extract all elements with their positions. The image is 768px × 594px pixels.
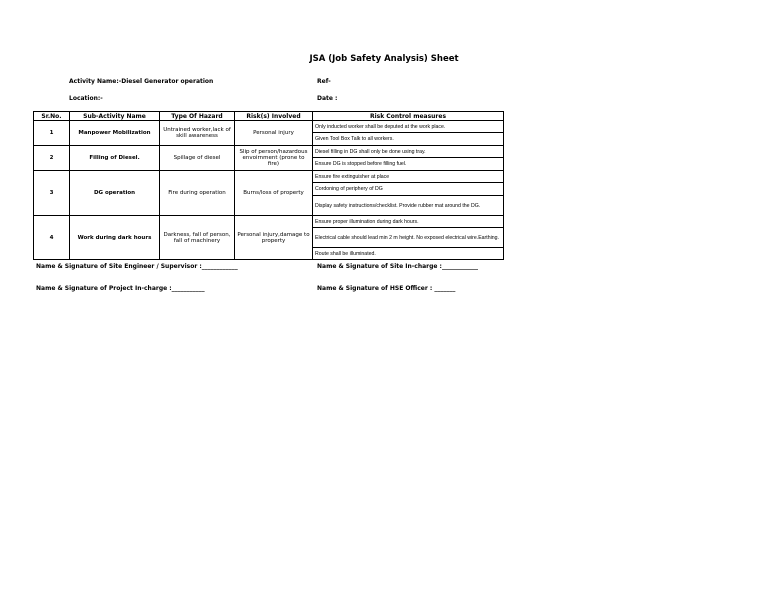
table-header-row [34, 112, 504, 121]
sub-activity: DG operation [70, 171, 160, 216]
control-measure: Ensure DG is stopped before filling fuel. [313, 158, 504, 171]
table-row [34, 121, 504, 133]
sr-no: 4 [34, 216, 70, 260]
sub-activity: Filling of Diesel. [70, 146, 160, 171]
jsa-table [33, 111, 504, 260]
sub-activity: Manpower Mobilization [70, 121, 160, 146]
risk: Slip of person/hazardous envoirnment (prone to fire) [235, 146, 313, 171]
control-measure: Only inducted worker shall be deputed at the work place. [313, 121, 504, 133]
col-srno: Sr.No. [34, 112, 70, 121]
table-row [34, 146, 504, 158]
hse-officer-signature: Name & Signature of HSE Officer : _______ [317, 285, 456, 292]
site-engineer-signature: Name & Signature of Site Engineer / Supervisor :____________ [36, 263, 238, 270]
control-measure: Electrical cable should lead min 2 m height. No exposed electrical wire.Earthing. [313, 228, 504, 248]
hazard: Fire during operation [160, 171, 235, 216]
col-sub-activity: Sub-Activity Name [70, 112, 160, 121]
control-measure: Route shall be illuminated. [313, 248, 504, 260]
col-risk: Risk(s) Involved [235, 112, 313, 121]
hazard: Untrained worker,lack of skill awareness [160, 121, 235, 146]
control-measure: Ensure proper illumination during dark hours. [313, 216, 504, 228]
col-hazard: Type Of Hazard [160, 112, 235, 121]
project-incharge-signature: Name & Signature of Project In-charge :___________ [36, 285, 205, 292]
table-row [34, 216, 504, 228]
sheet-title: JSA (Job Safety Analysis) Sheet [309, 54, 459, 64]
risk: Personal injury,damage to property [235, 216, 313, 260]
sr-no: 3 [34, 171, 70, 216]
control-measure: Given Tool Box Talk to all workers. [313, 133, 504, 146]
sr-no: 1 [34, 121, 70, 146]
risk: Personal injury [235, 121, 313, 146]
ref-label: Ref- [317, 78, 331, 85]
hazard: Spillage of diesel [160, 146, 235, 171]
table-row [34, 171, 504, 183]
sr-no: 2 [34, 146, 70, 171]
hazard: Darkness, fall of person, fall of machinery [160, 216, 235, 260]
risk: Burns/loss of property [235, 171, 313, 216]
location-label: Location:- [69, 95, 103, 102]
sub-activity: Work during dark hours [70, 216, 160, 260]
site-incharge-signature: Name & Signature of Site In-charge :____________ [317, 263, 478, 270]
control-measure: Display safety instructions/checklist. Provide rubber mat around the DG. [313, 196, 504, 216]
control-measure: Cordoning of periphery of DG [313, 183, 504, 196]
date-label: Date : [317, 95, 338, 102]
control-measure: Diesel filling in DG shall only be done using tray. [313, 146, 504, 158]
control-measure: Ensure fire extinguisher at place [313, 171, 504, 183]
col-controls: Risk Control measures [313, 112, 504, 121]
activity-name: Activity Name:-Diesel Generator operation [69, 78, 214, 85]
